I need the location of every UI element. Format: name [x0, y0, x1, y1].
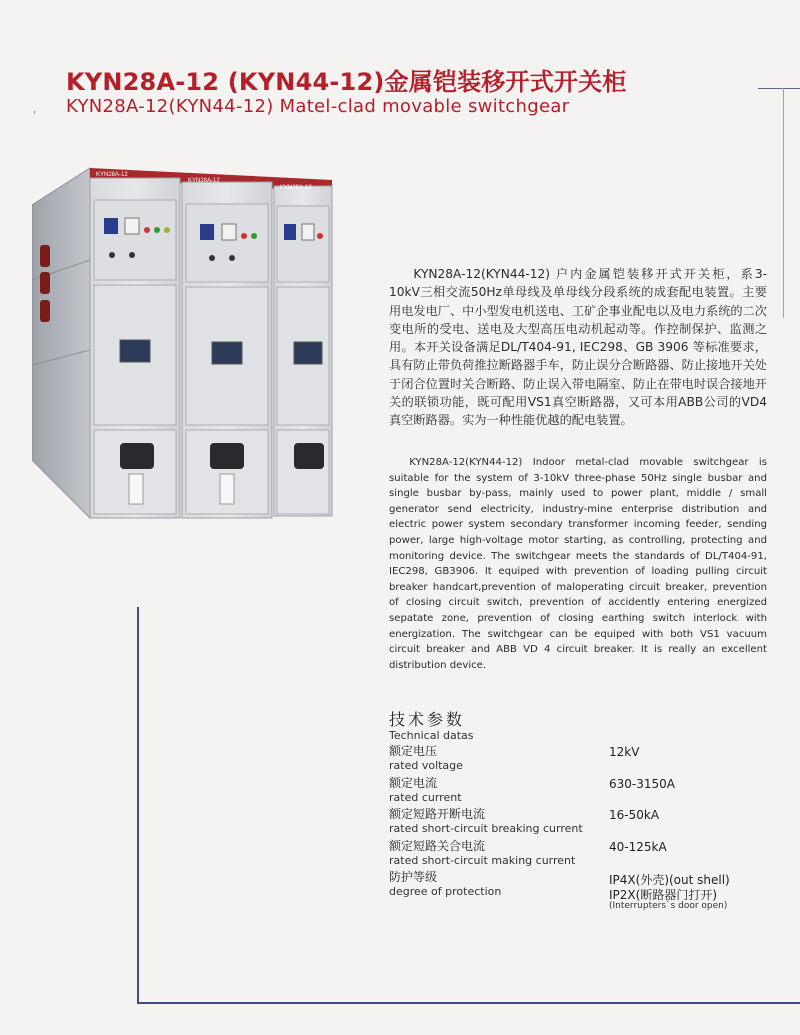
param-name-cn: 额定短路关合电流 — [389, 838, 486, 853]
param-value: 40-125kA — [609, 839, 667, 854]
cabinet-2 — [182, 182, 272, 518]
page-title-cn: KYN28A-12 (KYN44-12)金属铠装移开式开关柜 — [66, 68, 627, 96]
page-title-en: KYN28A-12(KYN44-12) Matel-clad movable switchgear — [66, 96, 570, 117]
description-en: KYN28A-12(KYN44-12) Indoor metal-clad movable switchgear is suitable for the system of 3-10kV three-phase 50Hz single busbar and single busbar by-pass, mainly used to power plant, middle / small generator send electricity, industry-mine enterprise distribution and electric power system secondary transformer incoming feeder, sending power, large high-voltage motor starting, as controlling, protecting and monitoring device. The switchgear meets the standards of DL/T404-91, IEC298, GB3906. It equiped with prevention of loading pulling circuit breaker handcart,prevention of maloperating circuit breaker, prevention of closing circuit switch, prevention of accidently entering energized sepatate zone, prevention of closing earthing switch interlock with energization. The switchgear can be equiped with both VS1 vacuum circuit breaker and ABB VD 4 circuit breaker. It is really an excellent distribution device. — [389, 457, 767, 671]
param-value: 16-50kA — [609, 808, 660, 822]
tech-heading-cn: 技术参数 — [389, 710, 466, 729]
description-cn: KYN28A-12(KYN44-12) 户内金属铠装移开式开关柜，系3-10kV三相交流50Hz单母线及单母线分段系统的成套配电装置。主要用电发电厂、中小型发电机送电、工矿企事业配电以及电力系统的二次变电所的受电、送电及大型高压电动机起动等。作控制保护、监测之用。本开关设备满足DL/T404-91, IEC298、GB 3906 等标准要求，具有防止带负荷推拉断路器手车，防止误分合断路器、防止接地开关处于闭合位置时关合断路、防止误入带电隔室、防止在带电时误合接地开关的联锁功能，既可配用VS1真空断路器，又可本用ABB公司的VD4真空断路器。实为一种性能优越的配电装置。 — [389, 267, 767, 428]
switchgear-image — [32, 160, 362, 525]
param-value-secondary: IP2X(断路器门打开) — [609, 888, 717, 902]
panel-label-3: KYN28A-12 — [280, 185, 312, 191]
tech-row-current — [389, 774, 769, 806]
tech-row-breaking-current — [389, 805, 769, 837]
tech-list — [389, 742, 769, 911]
param-name-cn: 额定电压 — [389, 744, 438, 758]
param-note: (Interrupters`s door open) — [609, 901, 728, 911]
param-name-en: degree of protection — [389, 885, 502, 898]
param-name-cn: 防护等级 — [389, 870, 438, 884]
param-name-cn: 额定电流 — [389, 775, 438, 790]
tech-row-voltage — [389, 742, 769, 774]
param-name-cn: 额定短路开断电流 — [389, 807, 486, 821]
param-value: IP4X(外壳)(out shell) — [609, 873, 730, 887]
right-rule — [783, 88, 784, 318]
cabinet-1 — [90, 178, 180, 518]
param-name-en: rated short-circuit making current — [389, 853, 576, 867]
panel-label-1: KYN28A-12 — [96, 172, 128, 178]
param-value: 630-3150A — [609, 776, 675, 791]
panel-label-2: KYN28A-12 — [188, 178, 220, 184]
param-value: 12kV — [609, 745, 640, 759]
corner-mark: ' — [33, 110, 36, 121]
frame-bottom — [137, 1002, 800, 1004]
cabinet-3 — [274, 186, 332, 516]
top-rule — [758, 88, 800, 89]
tech-heading-en: Technical datas — [389, 729, 474, 742]
param-name-en: rated short-circuit breaking current — [389, 822, 583, 835]
param-name-en: rated current — [389, 790, 462, 804]
param-name-en: rated voltage — [389, 759, 463, 772]
frame-left — [137, 607, 139, 1003]
tech-row-making-current — [389, 837, 769, 869]
tech-row-protection — [389, 868, 769, 911]
